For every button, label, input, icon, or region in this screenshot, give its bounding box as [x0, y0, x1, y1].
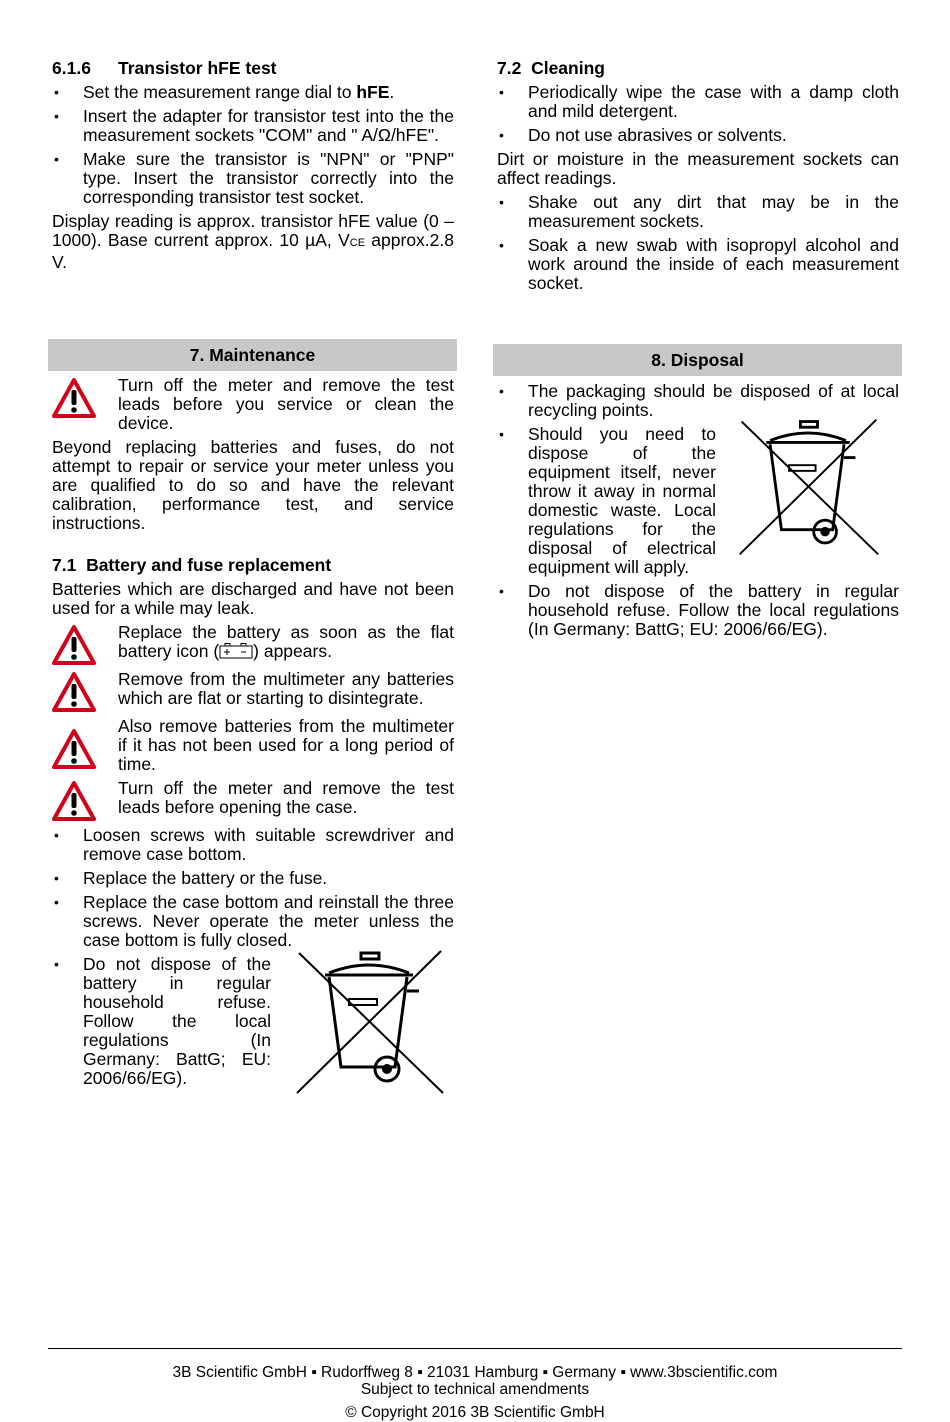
section-6-1-6-list: [52, 83, 454, 207]
list-item: • Make sure the transistor is "NPN" or "PNP" type. Insert the transistor correctly into the corresponding transistor test socket.: [52, 150, 454, 207]
list-item: • Set the measurement range dial to hFE.: [52, 83, 454, 102]
list-item: • Shake out any dirt that may be in the measurement sockets.: [497, 193, 899, 231]
disposal-body: [497, 382, 899, 644]
section-7-1-heading: 7.1 Battery and fuse replacement: [52, 555, 332, 575]
battery-icon: [219, 643, 253, 659]
list-item: • Soak a new swab with isopropyl alcohol and work around the inside of each measurement socket.: [497, 236, 899, 293]
list-item: • Periodically wipe the case with a damp cloth and mild detergent.: [497, 83, 899, 121]
footer-address: 3B Scientific GmbH ▪ Rudorffweg 8 ▪ 21031 Hamburg ▪ Germany ▪ www.3bscientific.com: [172, 1364, 778, 1381]
right-column: [497, 58, 899, 298]
battery-warning-3: Also remove batteries from the multimeter if it has not been used for a long period of time.: [52, 717, 454, 774]
list-item: • Do not dispose of the battery in regular household refuse. Follow the local regulations (In Germany: BattG; EU: 2006/66/EG).: [52, 955, 454, 1095]
list-item: • Loosen screws with suitable screwdriver and remove case bottom.: [52, 826, 454, 864]
warning-triangle-icon: [52, 672, 96, 712]
warning-triangle-icon: [52, 378, 96, 418]
hfe-reading-paragraph: Display reading is approx. transistor hFE value (0 – 1000). Base current approx. 10 µA, VCE approx.2.8 V.: [52, 211, 455, 272]
disposal-list: [497, 382, 899, 639]
list-item: • Insert the adapter for transistor test into the the measurement sockets "COM" and " A/Ω/hFE".: [52, 107, 454, 145]
left-column: [52, 58, 454, 277]
footer-divider: [48, 1348, 902, 1349]
list-item: • Replace the battery or the fuse.: [52, 869, 454, 888]
warning-triangle-icon: [52, 781, 96, 821]
battery-intro-paragraph: Batteries which are discharged and have not been used for a while may leak.: [52, 579, 454, 618]
footer-amendments: Subject to technical amendments: [360, 1381, 590, 1398]
cleaning-paragraph: Dirt or moisture in the measurement sockets can affect readings.: [497, 149, 899, 188]
maintenance-body: [52, 376, 454, 1100]
warning-triangle-icon: [52, 625, 96, 665]
list-item: • Do not use abrasives or solvents.: [497, 126, 899, 145]
list-item: • Replace the case bottom and reinstall the three screws. Never operate the meter unless the case bottom is fully closed.: [52, 893, 454, 950]
crossed-out-wheelie-bin-icon: [291, 949, 447, 1095]
list-item: • Should you need to dispose of the equipment itself, never throw it away in normal domestic waste. Local regulations for the disposal of electrical equipment will apply.: [497, 425, 899, 577]
cleaning-list-2: [497, 193, 899, 293]
section-6-1-6-heading: 6.1.6 Transistor hFE test: [52, 58, 277, 78]
crossed-out-wheelie-bin-icon: [734, 417, 882, 557]
battery-steps-list: [52, 826, 454, 1095]
battery-warning-2: Remove from the multimeter any batteries which are flat or starting to disintegrate.: [52, 670, 454, 712]
maintenance-band: 7. Maintenance: [48, 339, 457, 371]
maintenance-warning: Turn off the meter and remove the test leads before you service or clean the device.: [52, 376, 454, 433]
warning-triangle-icon: [52, 729, 96, 769]
maintenance-paragraph: Beyond replacing batteries and fuses, do not attempt to repair or service your meter unless you are qualified to do so and have the relevant calibration, performance test, and service instructions.: [52, 437, 454, 533]
section-7-2-heading: 7.2 Cleaning: [497, 58, 605, 78]
list-item: • The packaging should be disposed of at local recycling points.: [497, 382, 899, 420]
battery-warning-1: Replace the battery as soon as the flat battery icon ( ) appears.: [52, 623, 454, 665]
disposal-band: 8. Disposal: [493, 344, 902, 376]
list-item: • Do not dispose of the battery in regular household refuse. Follow the local regulations (In Germany: BattG; EU: 2006/66/EG).: [497, 582, 899, 639]
cleaning-list-1: [497, 83, 899, 145]
footer-copyright: © Copyright 2016 3B Scientific GmbH: [345, 1404, 605, 1421]
battery-warning-4: Turn off the meter and remove the test leads before opening the case.: [52, 779, 454, 821]
